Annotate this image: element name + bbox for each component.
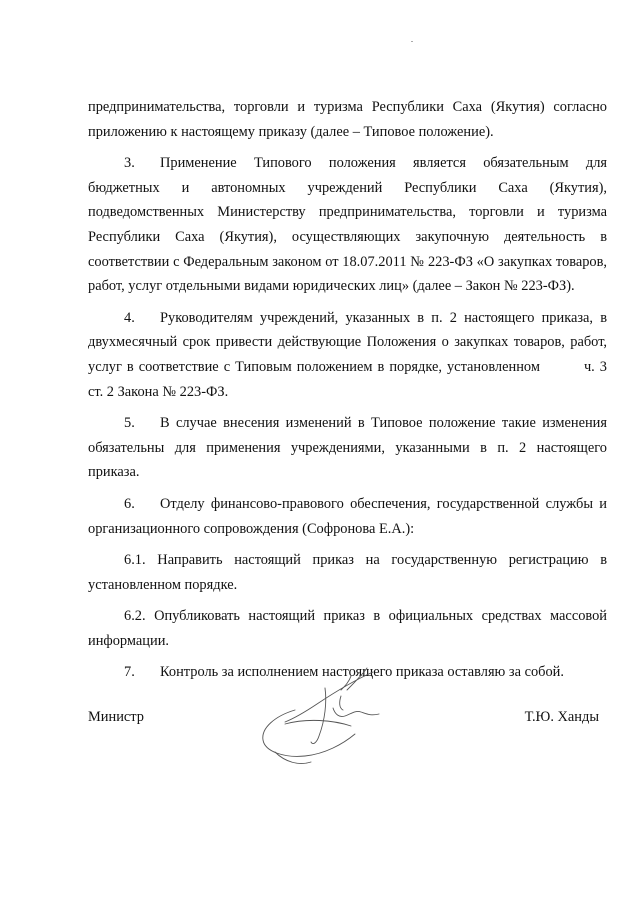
paragraph-5 — [88, 411, 607, 485]
paragraph-6-1 — [88, 548, 607, 597]
signatory-title: Министр — [88, 709, 144, 725]
paragraph-intro-continuation: предпринимательства, торговли и туризма Республики Саха (Якутия) согласно приложению к настоящему приказу (далее – Типовое положение). — [88, 99, 607, 140]
paragraph-text: Отделу финансово-правового обеспечения, государственной службы и организационного сопровождения (Софронова Е.А.): — [88, 495, 607, 537]
scan-speck — [411, 41, 413, 42]
paragraph-number: 6.2. — [124, 608, 146, 625]
paragraph-text: Направить настоящий приказ на государственную регистрацию в установленном порядке. — [88, 552, 607, 593]
paragraph-4 — [88, 306, 607, 404]
paragraph-number: 7. — [124, 664, 135, 681]
paragraph-text: В случае внесения изменений в Типовое положение такие изменения обязательны для применения учреждениями, указанными в п. 2 настоящего приказа. — [88, 415, 607, 481]
paragraph-3 — [88, 151, 607, 299]
paragraph-text: Применение Типового положения является обязательным для бюджетных и автономных учреждений Республики Саха (Якутия), подведомственных Министерству предпринимательства, торговли и туризма Республики Саха (Якутия), осуществляющих закупочную деятельность в соответствии с Федеральным законом от 18.07.2011 № 223-ФЗ «О закупках товаров, работ, услуг отдельными видами юридических лиц» (далее – Закон № 223-ФЗ). — [88, 155, 607, 295]
paragraph-number: 4. — [124, 309, 135, 326]
paragraph-text-reference: ч. 3 ст. 2 Закона № 223-ФЗ. — [88, 358, 607, 400]
paragraph-text: Контроль за исполнением настоящего приказа оставляю за собой. — [160, 664, 564, 681]
paragraph-number: 6. — [124, 495, 135, 512]
paragraph-number: 5. — [124, 415, 135, 432]
paragraph-6-2 — [88, 604, 607, 653]
paragraph-text: Опубликовать настоящий приказ в официальных средствах массовой информации. — [88, 608, 607, 649]
paragraph-number: 3. — [124, 155, 135, 172]
paragraph-text: Руководителям учреждений, указанных в п. 2 настоящего приказа, в двухмесячный срок привести действующие Положения о закупках товаров, работ, услуг в соответствие с Типовым положением в порядке, установленном — [88, 309, 607, 375]
document-body — [88, 95, 607, 685]
signatory-name: Т.Ю. Ханды — [524, 709, 599, 725]
paragraph-number: 6.1. — [124, 552, 146, 569]
paragraph-6 — [88, 492, 607, 541]
handwritten-signature-icon — [255, 662, 395, 772]
